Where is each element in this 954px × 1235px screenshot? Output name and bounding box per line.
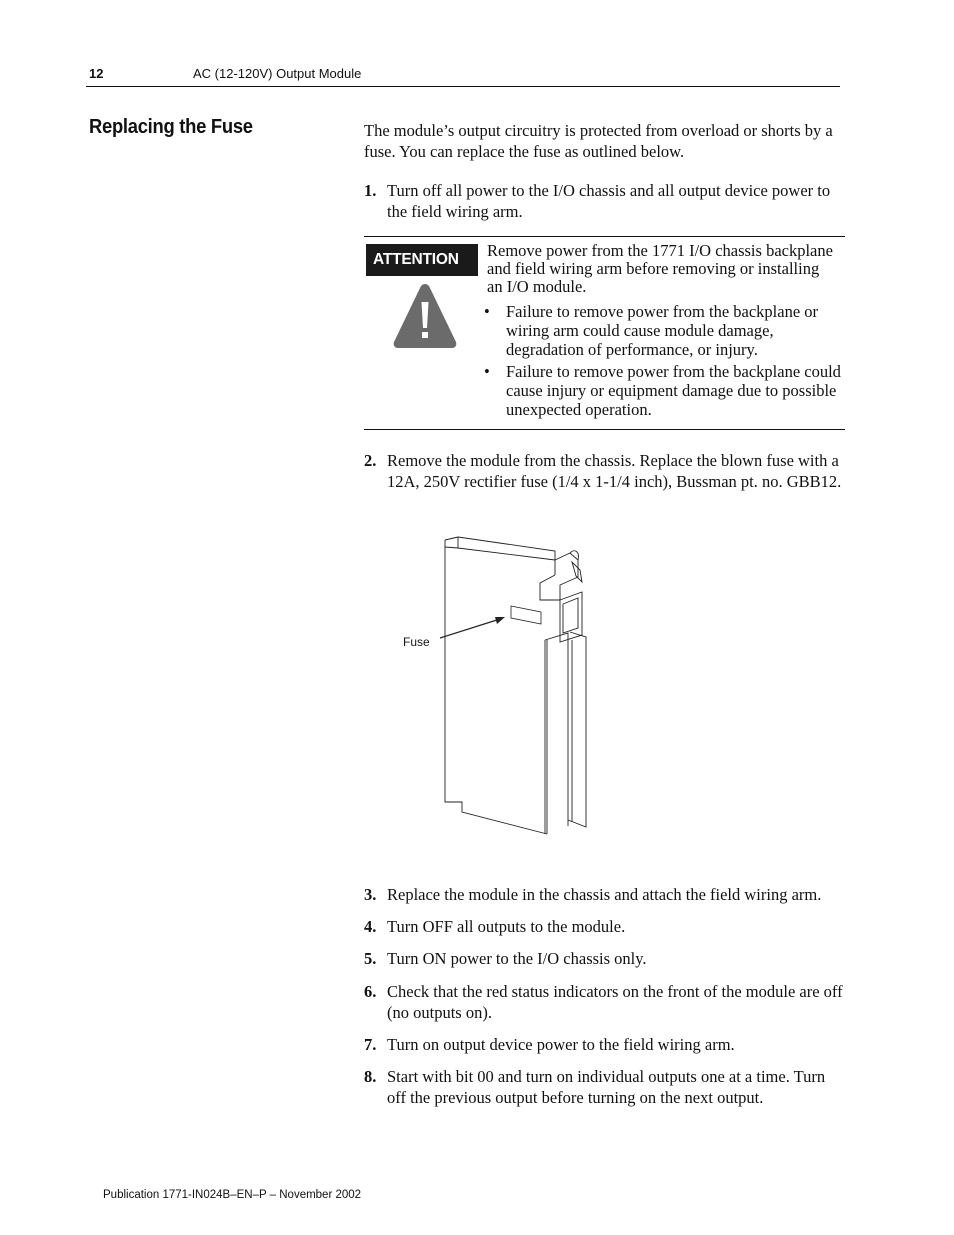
bullet-dot: •: [484, 362, 490, 381]
attention-main-text: Remove power from the 1771 I/O chassis backplane and field wiring arm before removing or installing an I/O module.: [487, 241, 833, 296]
step-number: 6.: [364, 982, 377, 1001]
attention-top-rule: [364, 236, 845, 237]
step-number: 1.: [364, 181, 377, 200]
step-number: 7.: [364, 1035, 377, 1054]
step-number: 8.: [364, 1067, 377, 1086]
attention-label: ATTENTION: [366, 244, 478, 276]
page-number: 12: [89, 66, 104, 81]
header-rule: [86, 86, 840, 87]
step-text: Check that the red status indicators on the front of the module are off (no outputs on).: [387, 982, 843, 1022]
step-number: 4.: [364, 917, 377, 936]
step-number: 3.: [364, 885, 377, 904]
intro-paragraph: The module’s output circuitry is protected from overload or shorts by a fuse. You can replace the fuse as outlined below.: [364, 121, 833, 161]
fuse-callout-label: Fuse: [403, 635, 430, 649]
warning-triangle-icon: [391, 282, 459, 355]
step-text: Turn OFF all outputs to the module.: [387, 917, 626, 936]
running-header-title: AC (12-120V) Output Module: [193, 66, 362, 81]
step-text: Replace the module in the chassis and attach the field wiring arm.: [387, 885, 822, 904]
publication-footer: Publication 1771-IN024B–EN–P – November 2002: [103, 1189, 362, 1201]
bullet-dot: •: [484, 302, 490, 321]
module-fuse-diagram: [400, 528, 600, 845]
step-number: 5.: [364, 949, 377, 968]
section-title: Replacing the Fuse: [89, 116, 253, 138]
bullet-text: Failure to remove power from the backplane could cause injury or equipment damage due to possible unexpected operation.: [506, 362, 841, 419]
step-text: Start with bit 00 and turn on individual outputs one at a time. Turn off the previous output before turning on the next output.: [387, 1067, 826, 1107]
step-text: Turn ON power to the I/O chassis only.: [387, 949, 647, 968]
attention-bottom-rule: [364, 429, 845, 430]
step-text: Remove the module from the chassis. Replace the blown fuse with a 12A, 250V rectifier fuse (1/4 x 1-1/4 inch), Bussman pt. no. GBB12.: [387, 451, 842, 491]
step-text: Turn on output device power to the field wiring arm.: [387, 1035, 735, 1054]
step-number: 2.: [364, 451, 377, 470]
step-text: Turn off all power to the I/O chassis and all output device power to the field wiring arm.: [387, 181, 831, 221]
bullet-text: Failure to remove power from the backplane or wiring arm could cause module damage, degradation of performance, or injury.: [506, 302, 819, 359]
